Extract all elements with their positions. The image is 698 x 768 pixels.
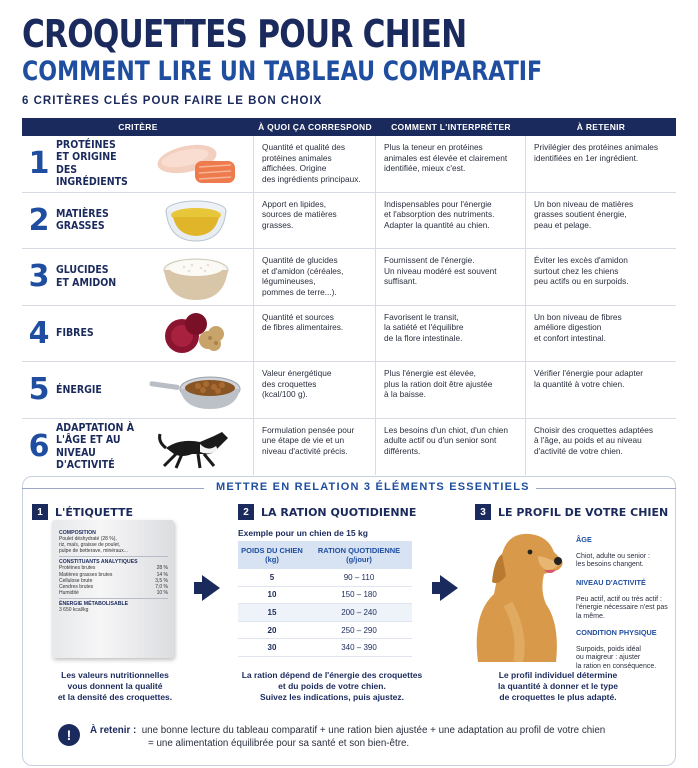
criterion-how: Fournissent de l'énergie. Un niveau modéré est souvent suffisant. bbox=[376, 249, 526, 305]
profile-condition: CONDITION PHYSIQUE Surpoids, poids idéal ou maigreur : ajuster la ration en conséquence. bbox=[576, 627, 657, 670]
criterion-number: 1 bbox=[28, 146, 50, 182]
step-label-group bbox=[475, 504, 668, 520]
criterion-what: Apport en lipides, sources de matières grasses. bbox=[254, 193, 376, 249]
step-number: 3 bbox=[475, 504, 491, 520]
profile-activity: NIVEAU D'ACTIVITÉ Peu actif, actif ou très actif : l'énergie nécessaire n'est pas la même. bbox=[576, 577, 668, 620]
criteria-table bbox=[22, 118, 676, 475]
arrow-right-icon bbox=[440, 575, 458, 601]
criterion-name: FIBRES bbox=[56, 327, 94, 339]
criterion-what: Formulation pensée pour une étape de vie et un niveau d'activité précis. bbox=[254, 419, 376, 476]
retain-label: À retenir : bbox=[90, 725, 137, 736]
criterion-number: 2 bbox=[28, 202, 50, 238]
ration-row-highlight: 15 200 – 240 bbox=[238, 604, 412, 622]
table-row bbox=[22, 419, 676, 476]
step-caption: Le profil individuel détermine la quantité à donner et le type de croquettes le plus adapté. bbox=[498, 670, 618, 702]
analytic-line: Matières grasses brutes 14 % bbox=[59, 571, 168, 578]
table-row bbox=[22, 362, 676, 419]
energy-title: ÉNERGIE MÉTABOLISABLE bbox=[59, 600, 129, 607]
ration-row: 10 150 – 180 bbox=[238, 587, 412, 605]
arrow-stem bbox=[432, 582, 440, 594]
meat-fish-icon bbox=[146, 139, 246, 189]
kibble-bag-label bbox=[52, 520, 174, 658]
criterion-keep: Un bon niveau de matières grasses soutient énergie, peau et pelage. bbox=[534, 198, 634, 230]
step-label-group bbox=[32, 504, 133, 520]
header-interpreter: COMMENT L'INTERPRÉTER bbox=[391, 122, 511, 132]
header-critere: CRITÈRE bbox=[118, 122, 158, 132]
criterion-name: GLUCIDES ET AMIDON bbox=[56, 264, 117, 289]
criterion-number: 6 bbox=[28, 429, 50, 465]
analytic-line: Humidité 10 % bbox=[59, 589, 168, 596]
criterion-keep: Un bon niveau de fibres améliore digestion et confort intestinal. bbox=[534, 311, 622, 343]
criterion-number: 4 bbox=[28, 315, 50, 351]
criterion-how: Les besoins d'un chiot, d'un chien adulte actif ou d'un senior sont différents. bbox=[376, 419, 526, 476]
step-number: 2 bbox=[238, 504, 254, 520]
arrow-stem bbox=[194, 582, 202, 594]
criterion-what: Quantité de glucides et d'amidon (céréales, légumineuses, pommes de terre...). bbox=[254, 249, 376, 305]
header-retenir: À RETENIR bbox=[576, 122, 626, 132]
arrow-right-icon bbox=[202, 575, 220, 601]
running-dog-icon bbox=[146, 422, 246, 472]
ration-row: 20 250 – 290 bbox=[238, 622, 412, 640]
ration-table bbox=[238, 541, 412, 657]
criterion-number: 3 bbox=[28, 259, 50, 295]
step-title: LA RATION QUOTIDIENNE bbox=[261, 505, 417, 519]
step-title: L'ÉTIQUETTE bbox=[55, 505, 134, 519]
criterion-name: ÉNERGIE bbox=[56, 383, 102, 396]
criterion-how: Plus l'énergie est élevée, plus la ration doit être ajustée à la baisse. bbox=[376, 362, 526, 418]
beet-icon bbox=[146, 308, 246, 358]
step-caption: Les valeurs nutritionnelles vous donnent la qualité et la densité des croquettes. bbox=[57, 670, 173, 702]
profile-age: ÂGE Chiot, adulte ou senior : les besoins changent. bbox=[576, 534, 650, 569]
retain-note bbox=[90, 724, 605, 750]
criterion-how: Indispensables pour l'énergie et l'absorption des nutriments. Adapter la quantité au chien. bbox=[376, 193, 526, 249]
oil-bowl-icon bbox=[146, 195, 246, 245]
criterion-name: MATIÈRES GRASSES bbox=[56, 207, 109, 233]
table-row bbox=[22, 306, 676, 363]
ration-header-weight: POIDS DU CHIEN (kg) bbox=[241, 546, 303, 564]
header-correspond: À QUOI ÇA CORRESPOND bbox=[258, 122, 372, 132]
golden-retriever-icon bbox=[468, 524, 568, 662]
criterion-what: Quantité et sources de fibres alimentaires. bbox=[254, 306, 376, 362]
retain-line2: = une alimentation équilibrée pour sa santé et son bien-être. bbox=[148, 738, 410, 749]
table-row bbox=[22, 249, 676, 306]
criterion-keep: Choisir des croquettes adaptées à l'âge, au poids et au niveau d'activité de votre chien. bbox=[534, 424, 653, 456]
analytic-line: Cellulose brute 3,5 % bbox=[59, 577, 168, 584]
section-title: METTRE EN RELATION 3 ÉLÉMENTS ESSENTIELS bbox=[210, 481, 536, 493]
table-header bbox=[22, 118, 676, 136]
ration-example: Exemple pour un chien de 15 kg bbox=[238, 528, 368, 538]
table-row bbox=[22, 136, 676, 193]
criterion-keep: Vérifier l'énergie pour adapter la quantité à votre chien. bbox=[534, 368, 644, 389]
step-number: 1 bbox=[32, 504, 48, 520]
analytics-title: CONSTITUANTS ANALYTIQUES bbox=[59, 559, 138, 566]
criterion-keep: Privilégier des protéines animales identifiées en 1er ingrédient. bbox=[534, 142, 659, 163]
ration-header-daily: RATION QUOTIDIENNE (g/jour) bbox=[317, 546, 401, 564]
criterion-name: PROTÉINES ET ORIGINE DES INGRÉDIENTS bbox=[56, 138, 128, 189]
kibble-scoop-icon bbox=[146, 365, 246, 415]
composition-title: COMPOSITION bbox=[59, 530, 96, 536]
tagline: 6 CRITÈRES CLÉS POUR FAIRE LE BON CHOIX bbox=[22, 95, 323, 107]
alert-icon: ! bbox=[58, 724, 80, 746]
ration-row: 30 340 – 390 bbox=[238, 639, 412, 657]
step-label-group bbox=[238, 504, 416, 520]
criterion-how: Plus la teneur en protéines animales est élevée et clairement identifiée, mieux c'est. bbox=[376, 136, 526, 192]
criterion-name: ADAPTATION À L'ÂGE ET AU NIVEAU D'ACTIVITÉ bbox=[56, 421, 135, 472]
step-title: LE PROFIL DE VOTRE CHIEN bbox=[498, 505, 669, 519]
energy-value: 3 650 kcal/kg bbox=[59, 607, 89, 614]
divider bbox=[22, 488, 204, 489]
ration-header bbox=[238, 541, 412, 569]
analytic-line: Protéines brutes 28 % bbox=[59, 565, 168, 572]
criterion-number: 5 bbox=[28, 372, 50, 408]
table-row bbox=[22, 193, 676, 250]
criterion-what: Valeur énergétique des croquettes (kcal/100 g). bbox=[254, 362, 376, 418]
step-caption: La ration dépend de l'énergie des croquettes et du poids de votre chien. Suivez les indications, puis ajustez. bbox=[241, 670, 423, 702]
retain-line1: une bonne lecture du tableau comparatif + une ration bien ajustée + une adaptation au profil de votre chien bbox=[141, 725, 606, 736]
page-title: CROQUETTES POUR CHIEN bbox=[22, 12, 467, 56]
analytic-line: Cendres brutes 7,0 % bbox=[59, 583, 168, 590]
rice-bowl-icon bbox=[146, 252, 246, 302]
page-subtitle: COMMENT LIRE UN TABLEAU COMPARATIF bbox=[22, 56, 543, 87]
criterion-how: Favorisent le transit, la satiété et l'équilibre de la flore intestinale. bbox=[376, 306, 526, 362]
criterion-what: Quantité et qualité des protéines animales affichées. Origine des ingrédients principaux. bbox=[254, 136, 376, 192]
criterion-keep: Éviter les excès d'amidon surtout chez les chiens peu actifs ou en surpoids. bbox=[534, 255, 629, 286]
composition-text: Poulet déshydraté (28 %), riz, maïs, graisse de poulet, pulpe de betterave, minéraux... bbox=[59, 536, 128, 555]
ration-row: 5 90 – 110 bbox=[238, 569, 412, 587]
